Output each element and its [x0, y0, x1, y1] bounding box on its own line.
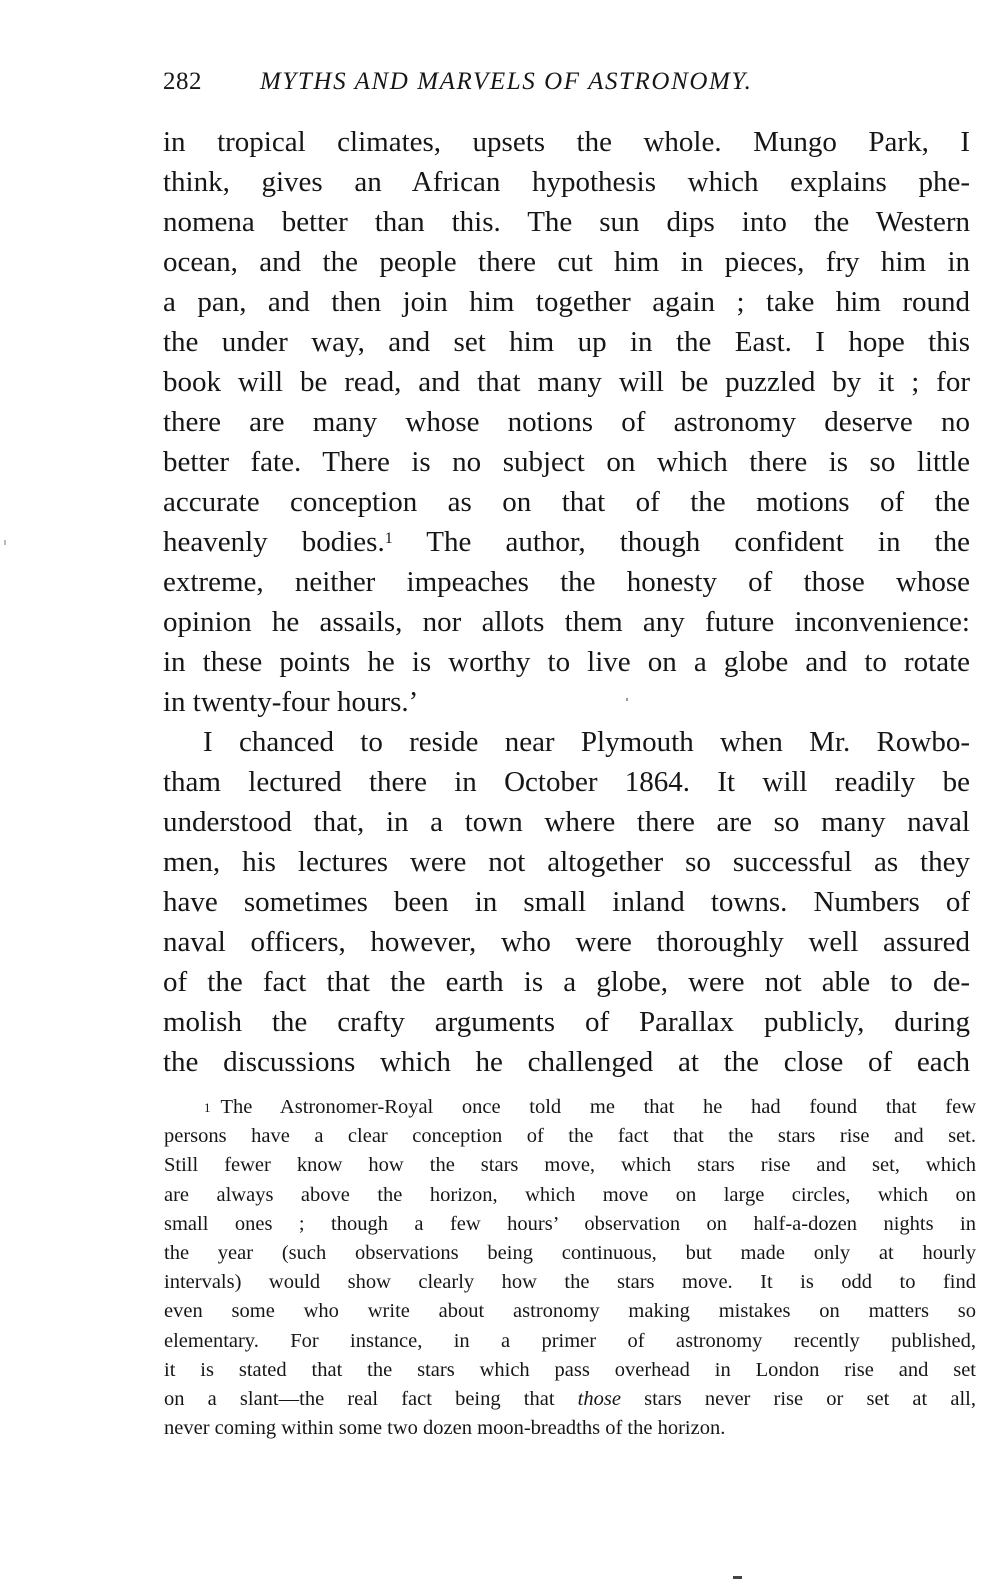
body-line: in tropical climates, upsets the whole. Mungo Park, I — [163, 126, 970, 158]
footnote-reference[interactable]: 1 — [384, 530, 393, 547]
footnote-line: the year (such observations being continuous, but made only at hourly — [164, 1241, 976, 1264]
body-line: there are many whose notions of astronomy deserve no — [163, 406, 970, 438]
footnote-line: small ones ; though a few hours’ observation on half-a-dozen nights in — [164, 1212, 976, 1235]
body-line: better fate. There is no subject on which there is so little — [163, 446, 970, 478]
body-line-with-footnote-ref — [163, 522, 970, 562]
footnote-line-part: on a slant—the real fact being that — [164, 1387, 555, 1410]
body-line: in these points he is worthy to live on a globe and to rotate — [163, 646, 970, 678]
body-text — [163, 122, 970, 1082]
page-header — [163, 68, 863, 102]
body-line-part: heavenly bodies. — [163, 526, 385, 558]
body-line: opinion he assails, nor allots them any future inconvenience: — [163, 606, 970, 638]
footnote — [164, 1093, 976, 1443]
footnote-line-part: stars never rise or set at all, — [644, 1387, 976, 1410]
body-line-part: The author, though confident in the — [426, 526, 970, 558]
scan-speck — [626, 698, 628, 701]
body-line: molish the crafty arguments of Parallax publicly, during — [163, 1006, 970, 1038]
body-line: understood that, in a town where there are so many naval — [163, 806, 970, 838]
body-line: nomena better than this. The sun dips into the Western — [163, 206, 970, 238]
body-line: the under way, and set him up in the East. I hope this — [163, 326, 970, 358]
footnote-line: Still fewer know how the stars move, which stars rise and set, which — [164, 1154, 976, 1177]
body-line: ocean, and the people there cut him in pieces, fry him in — [163, 246, 970, 278]
page-number: 282 — [163, 68, 202, 95]
body-line: have sometimes been in small inland towns. Numbers of — [163, 886, 970, 918]
footnote-line: it is stated that the stars which pass overhead in London rise and set — [164, 1358, 976, 1381]
footnote-line — [164, 1093, 976, 1122]
footnote-line: elementary. For instance, in a primer of astronomy recently published, — [164, 1329, 976, 1352]
body-line: book will be read, and that many will be puzzled by it ; for — [163, 366, 970, 398]
footnote-line: intervals) would show clearly how the stars move. It is odd to find — [164, 1271, 976, 1294]
body-line: a pan, and then join him together again ; take him round — [163, 286, 970, 318]
footnote-marker: 1 — [204, 1100, 211, 1115]
body-line: the discussions which he challenged at the close of each — [163, 1046, 970, 1078]
running-title: MYTHS AND MARVELS OF ASTRONOMY. — [260, 68, 753, 95]
body-line: extreme, neither impeaches the honesty of those whose — [163, 566, 970, 598]
scan-speck — [4, 540, 6, 545]
body-line: I chanced to reside near Plymouth when Mr. Rowbo- — [203, 726, 970, 758]
body-line: tham lectured there in October 1864. It will readily be — [163, 766, 970, 798]
footnote-line: even some who write about astronomy making mistakes on matters so — [164, 1300, 976, 1323]
footnote-italic-word: those — [577, 1387, 621, 1410]
footnote-line: never coming within some two dozen moon-breadths of the horizon. — [164, 1417, 726, 1440]
body-line: in twenty-four hours.’ — [163, 686, 419, 718]
body-line: accurate conception as on that of the motions of the — [163, 486, 970, 518]
scan-speck — [733, 1576, 742, 1579]
footnote-line: are always above the horizon, which move on large circles, which on — [164, 1183, 976, 1206]
footnote-line-with-italic — [164, 1385, 976, 1414]
body-line: think, gives an African hypothesis which explains phe- — [163, 166, 970, 198]
body-line: of the fact that the earth is a globe, were not able to de- — [163, 966, 970, 998]
footnote-line: persons have a clear conception of the fact that the stars rise and set. — [164, 1125, 976, 1148]
body-line: naval officers, however, who were thoroughly well assured — [163, 926, 970, 958]
footnote-line-part: The Astronomer-Royal once told me that he had found that few — [220, 1096, 976, 1118]
body-line: men, his lectures were not altogether so successful as they — [163, 846, 970, 878]
